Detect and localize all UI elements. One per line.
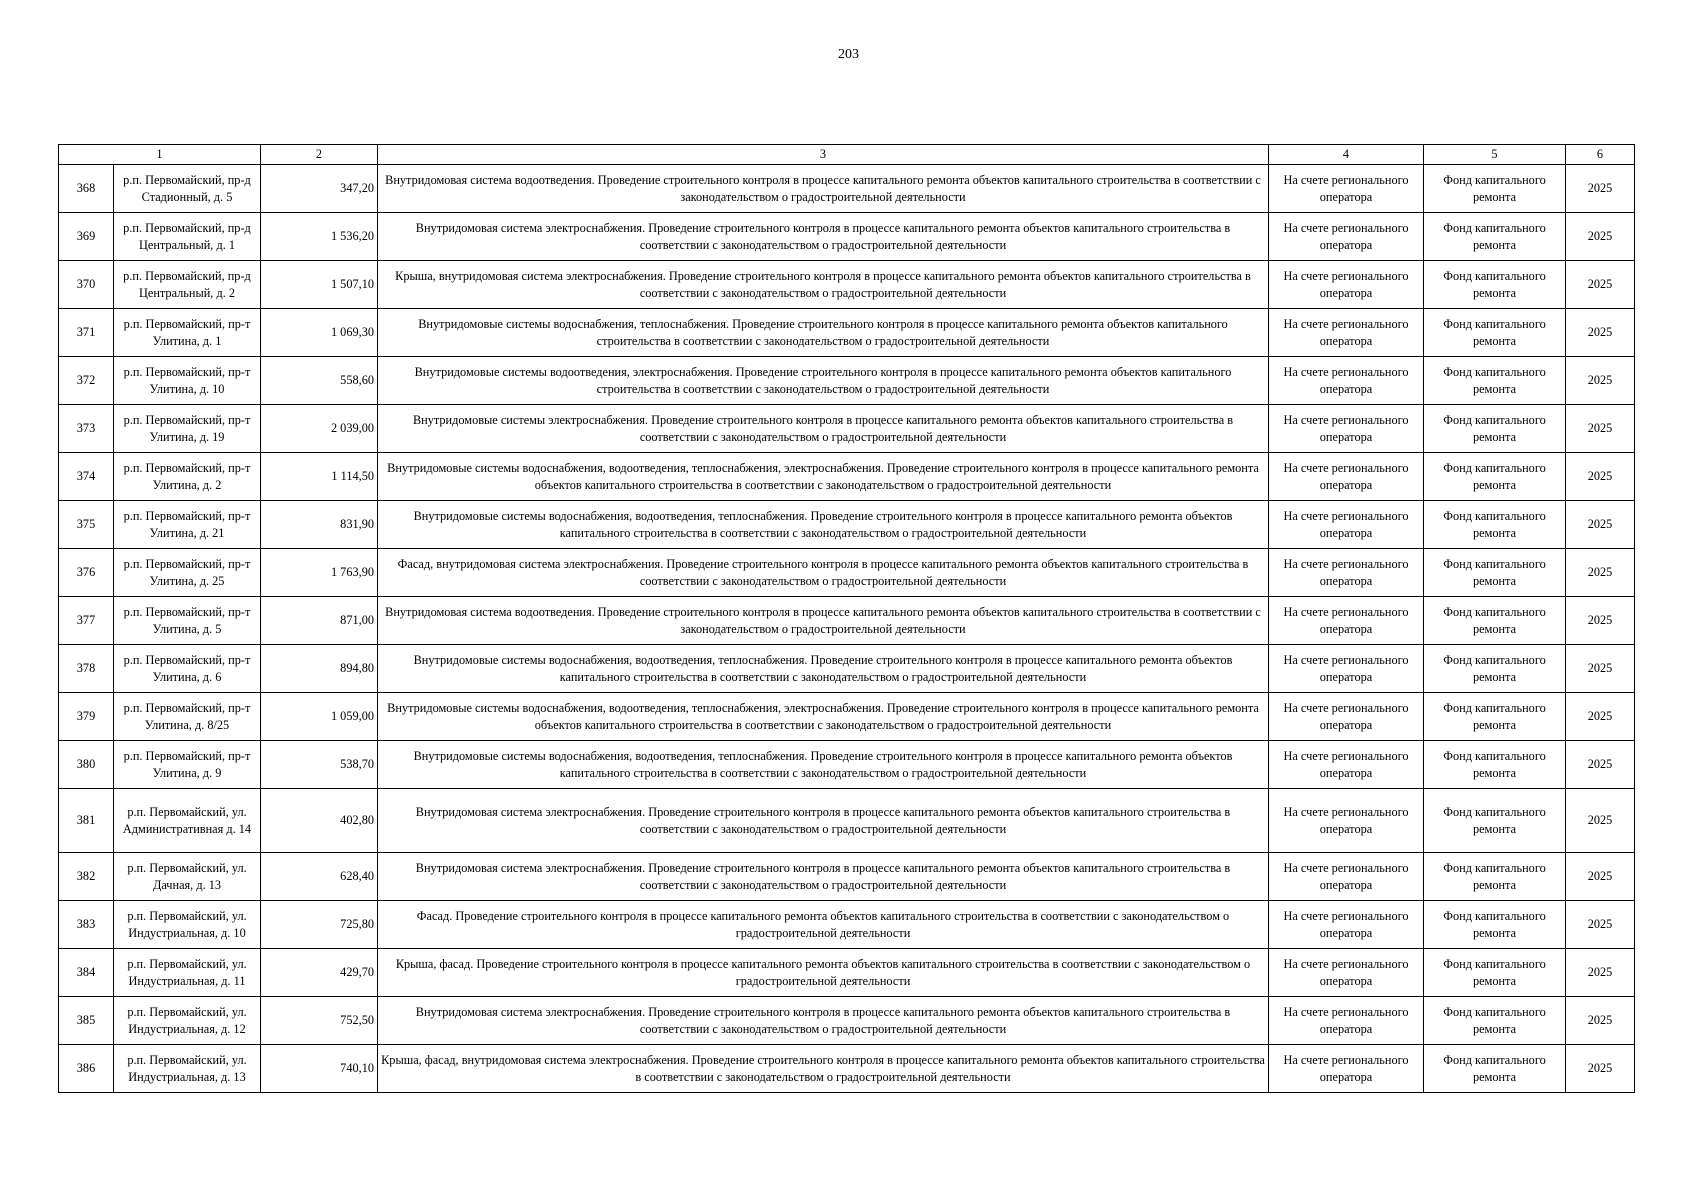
year-cell: 2025 [1566, 789, 1635, 853]
address-cell: р.п. Первомайский, пр-д Центральный, д. 1 [114, 213, 261, 261]
row-number-cell: 377 [59, 597, 114, 645]
row-number-cell: 382 [59, 853, 114, 901]
area-cell: 1 763,90 [261, 549, 378, 597]
account-method-cell: На счете регионального оператора [1269, 901, 1424, 949]
account-method-cell: На счете регионального оператора [1269, 853, 1424, 901]
row-number-cell: 373 [59, 405, 114, 453]
row-number-cell: 369 [59, 213, 114, 261]
header-col-2: 2 [261, 145, 378, 165]
year-cell: 2025 [1566, 213, 1635, 261]
header-col-4: 4 [1269, 145, 1424, 165]
row-number-cell: 380 [59, 741, 114, 789]
address-cell: р.п. Первомайский, пр-д Стадионный, д. 5 [114, 165, 261, 213]
funding-source-cell: Фонд капитального ремонта [1424, 453, 1566, 501]
account-method-cell: На счете регионального оператора [1269, 213, 1424, 261]
area-cell: 740,10 [261, 1045, 378, 1093]
table-row [59, 501, 1635, 549]
area-cell: 1 507,10 [261, 261, 378, 309]
funding-source-cell: Фонд капитального ремонта [1424, 501, 1566, 549]
works-description-cell: Крыша, фасад. Проведение строительного контроля в процессе капитального ремонта объектов капитального строительства в соответствии с законодательством о градостроительной деятельности [378, 949, 1269, 997]
table-row [59, 645, 1635, 693]
works-description-cell: Внутридомовые системы водоснабжения, водоотведения, теплоснабжения. Проведение строительного контроля в процессе капитального ремонта объектов капитального строительства в соответствии с законодательством о градостроительной деятельности [378, 501, 1269, 549]
area-cell: 1 536,20 [261, 213, 378, 261]
funding-source-cell: Фонд капитального ремонта [1424, 357, 1566, 405]
works-description-cell: Внутридомовая система водоотведения. Проведение строительного контроля в процессе капитального ремонта объектов капитального строительства в соответствии с законодательством о градостроительной деятельности [378, 165, 1269, 213]
works-description-cell: Крыша, внутридомовая система электроснабжения. Проведение строительного контроля в процессе капитального ремонта объектов капитального строительства в соответствии с законодательством о градостроительной деятельности [378, 261, 1269, 309]
area-cell: 1 059,00 [261, 693, 378, 741]
row-number-cell: 385 [59, 997, 114, 1045]
area-cell: 402,80 [261, 789, 378, 853]
page-number: 203 [838, 47, 859, 62]
works-description-cell: Внутридомовая система электроснабжения. Проведение строительного контроля в процессе капитального ремонта объектов капитального строительства в соответствии с законодательством о градостроительной деятельности [378, 997, 1269, 1045]
funding-source-cell: Фонд капитального ремонта [1424, 261, 1566, 309]
funding-source-cell: Фонд капитального ремонта [1424, 1045, 1566, 1093]
table-row [59, 853, 1635, 901]
account-method-cell: На счете регионального оператора [1269, 549, 1424, 597]
works-description-cell: Внутридомовые системы водоснабжения, водоотведения, теплоснабжения, электроснабжения. Проведение строительного контроля в процессе капитального ремонта объектов капитального строительства в соответствии с законодательством о градостроительной деятельности [378, 453, 1269, 501]
address-cell: р.п. Первомайский, пр-т Улитина, д. 1 [114, 309, 261, 357]
account-method-cell: На счете регионального оператора [1269, 741, 1424, 789]
account-method-cell: На счете регионального оператора [1269, 789, 1424, 853]
row-number-cell: 386 [59, 1045, 114, 1093]
funding-source-cell: Фонд капитального ремонта [1424, 901, 1566, 949]
area-cell: 2 039,00 [261, 405, 378, 453]
table-row [59, 597, 1635, 645]
address-cell: р.п. Первомайский, пр-т Улитина, д. 9 [114, 741, 261, 789]
row-number-cell: 368 [59, 165, 114, 213]
header-col-3: 3 [378, 145, 1269, 165]
table-row [59, 789, 1635, 853]
address-cell: р.п. Первомайский, пр-т Улитина, д. 19 [114, 405, 261, 453]
works-description-cell: Внутридомовые системы водоснабжения, теплоснабжения. Проведение строительного контроля в процессе капитального ремонта объектов капитального строительства в соответствии с законодательством о градостроительной деятельности [378, 309, 1269, 357]
area-cell: 538,70 [261, 741, 378, 789]
works-description-cell: Фасад, внутридомовая система электроснабжения. Проведение строительного контроля в процессе капитального ремонта объектов капитального строительства в соответствии с законодательством о градостроительной деятельности [378, 549, 1269, 597]
table-row [59, 213, 1635, 261]
header-col-1: 1 [59, 145, 261, 165]
address-cell: р.п. Первомайский, пр-т Улитина, д. 2 [114, 453, 261, 501]
table-row [59, 549, 1635, 597]
account-method-cell: На счете регионального оператора [1269, 405, 1424, 453]
address-cell: р.п. Первомайский, ул. Дачная, д. 13 [114, 853, 261, 901]
account-method-cell: На счете регионального оператора [1269, 597, 1424, 645]
area-cell: 347,20 [261, 165, 378, 213]
year-cell: 2025 [1566, 997, 1635, 1045]
year-cell: 2025 [1566, 549, 1635, 597]
row-number-cell: 383 [59, 901, 114, 949]
funding-source-cell: Фонд капитального ремонта [1424, 997, 1566, 1045]
area-cell: 558,60 [261, 357, 378, 405]
table-row [59, 453, 1635, 501]
works-description-cell: Внутридомовые системы водоотведения, электроснабжения. Проведение строительного контроля в процессе капитального ремонта объектов капитального строительства в соответствии с законодательством о градостроительной деятельности [378, 357, 1269, 405]
account-method-cell: На счете регионального оператора [1269, 949, 1424, 997]
area-cell: 831,90 [261, 501, 378, 549]
account-method-cell: На счете регионального оператора [1269, 1045, 1424, 1093]
year-cell: 2025 [1566, 453, 1635, 501]
account-method-cell: На счете регионального оператора [1269, 453, 1424, 501]
row-number-cell: 376 [59, 549, 114, 597]
area-cell: 429,70 [261, 949, 378, 997]
address-cell: р.п. Первомайский, пр-т Улитина, д. 8/25 [114, 693, 261, 741]
row-number-cell: 381 [59, 789, 114, 853]
works-description-cell: Внутридомовая система электроснабжения. Проведение строительного контроля в процессе капитального ремонта объектов капитального строительства в соответствии с законодательством о градостроительной деятельности [378, 853, 1269, 901]
works-description-cell: Внутридомовая система электроснабжения. Проведение строительного контроля в процессе капитального ремонта объектов капитального строительства в соответствии с законодательством о градостроительной деятельности [378, 789, 1269, 853]
account-method-cell: На счете регионального оператора [1269, 357, 1424, 405]
table-row [59, 901, 1635, 949]
row-number-cell: 372 [59, 357, 114, 405]
works-description-cell: Внутридомовые системы электроснабжения. Проведение строительного контроля в процессе капитального ремонта объектов капитального строительства в соответствии с законодательством о градостроительной деятельности [378, 405, 1269, 453]
funding-source-cell: Фонд капитального ремонта [1424, 789, 1566, 853]
funding-source-cell: Фонд капитального ремонта [1424, 741, 1566, 789]
table-row [59, 693, 1635, 741]
area-cell: 628,40 [261, 853, 378, 901]
table-row [59, 357, 1635, 405]
funding-source-cell: Фонд капитального ремонта [1424, 645, 1566, 693]
row-number-cell: 375 [59, 501, 114, 549]
table-row [59, 261, 1635, 309]
row-number-cell: 374 [59, 453, 114, 501]
funding-source-cell: Фонд капитального ремонта [1424, 309, 1566, 357]
funding-source-cell: Фонд капитального ремонта [1424, 693, 1566, 741]
row-number-cell: 370 [59, 261, 114, 309]
year-cell: 2025 [1566, 645, 1635, 693]
works-description-cell: Фасад. Проведение строительного контроля в процессе капитального ремонта объектов капитального строительства в соответствии с законодательством о градостроительной деятельности [378, 901, 1269, 949]
funding-source-cell: Фонд капитального ремонта [1424, 949, 1566, 997]
works-description-cell: Внутридомовые системы водоснабжения, водоотведения, теплоснабжения, электроснабжения. Проведение строительного контроля в процессе капитального ремонта объектов капитального строительства в соответствии с законодательством о градостроительной деятельности [378, 693, 1269, 741]
works-description-cell: Внутридомовые системы водоснабжения, водоотведения, теплоснабжения. Проведение строительного контроля в процессе капитального ремонта объектов капитального строительства в соответствии с законодательством о градостроительной деятельности [378, 645, 1269, 693]
funding-source-cell: Фонд капитального ремонта [1424, 549, 1566, 597]
works-description-cell: Внутридомовая система водоотведения. Проведение строительного контроля в процессе капитального ремонта объектов капитального строительства в соответствии с законодательством о градостроительной деятельности [378, 597, 1269, 645]
address-cell: р.п. Первомайский, ул. Административная д. 14 [114, 789, 261, 853]
year-cell: 2025 [1566, 693, 1635, 741]
account-method-cell: На счете регионального оператора [1269, 501, 1424, 549]
funding-source-cell: Фонд капитального ремонта [1424, 405, 1566, 453]
year-cell: 2025 [1566, 357, 1635, 405]
account-method-cell: На счете регионального оператора [1269, 997, 1424, 1045]
table-header [59, 145, 1635, 165]
account-method-cell: На счете регионального оператора [1269, 261, 1424, 309]
year-cell: 2025 [1566, 901, 1635, 949]
account-method-cell: На счете регионального оператора [1269, 309, 1424, 357]
table-row [59, 405, 1635, 453]
year-cell: 2025 [1566, 309, 1635, 357]
area-cell: 752,50 [261, 997, 378, 1045]
year-cell: 2025 [1566, 597, 1635, 645]
account-method-cell: На счете регионального оператора [1269, 165, 1424, 213]
address-cell: р.п. Первомайский, пр-т Улитина, д. 25 [114, 549, 261, 597]
header-col-6: 6 [1566, 145, 1635, 165]
year-cell: 2025 [1566, 405, 1635, 453]
table-body [59, 165, 1635, 1093]
address-cell: р.п. Первомайский, пр-т Улитина, д. 10 [114, 357, 261, 405]
address-cell: р.п. Первомайский, пр-т Улитина, д. 6 [114, 645, 261, 693]
table-row [59, 997, 1635, 1045]
works-description-cell: Крыша, фасад, внутридомовая система электроснабжения. Проведение строительного контроля в процессе капитального ремонта объектов капитального строительства в соответствии с законодательством о градостроительной деятельности [378, 1045, 1269, 1093]
area-cell: 1 114,50 [261, 453, 378, 501]
funding-source-cell: Фонд капитального ремонта [1424, 597, 1566, 645]
address-cell: р.п. Первомайский, ул. Индустриальная, д. 11 [114, 949, 261, 997]
year-cell: 2025 [1566, 949, 1635, 997]
row-number-cell: 378 [59, 645, 114, 693]
works-description-cell: Внутридомовые системы водоснабжения, водоотведения, теплоснабжения. Проведение строительного контроля в процессе капитального ремонта объектов капитального строительства в соответствии с законодательством о градостроительной деятельности [378, 741, 1269, 789]
row-number-cell: 379 [59, 693, 114, 741]
account-method-cell: На счете регионального оператора [1269, 645, 1424, 693]
year-cell: 2025 [1566, 1045, 1635, 1093]
area-cell: 725,80 [261, 901, 378, 949]
works-description-cell: Внутридомовая система электроснабжения. Проведение строительного контроля в процессе капитального ремонта объектов капитального строительства в соответствии с законодательством о градостроительной деятельности [378, 213, 1269, 261]
address-cell: р.п. Первомайский, ул. Индустриальная, д. 13 [114, 1045, 261, 1093]
address-cell: р.п. Первомайский, пр-д Центральный, д. 2 [114, 261, 261, 309]
funding-source-cell: Фонд капитального ремонта [1424, 165, 1566, 213]
table-row [59, 165, 1635, 213]
address-cell: р.п. Первомайский, ул. Индустриальная, д. 12 [114, 997, 261, 1045]
table-row [59, 949, 1635, 997]
address-cell: р.п. Первомайский, пр-т Улитина, д. 21 [114, 501, 261, 549]
area-cell: 1 069,30 [261, 309, 378, 357]
header-row [59, 145, 1635, 165]
year-cell: 2025 [1566, 501, 1635, 549]
table-row [59, 741, 1635, 789]
repair-register-table [58, 144, 1635, 1093]
account-method-cell: На счете регионального оператора [1269, 693, 1424, 741]
year-cell: 2025 [1566, 853, 1635, 901]
address-cell: р.п. Первомайский, ул. Индустриальная, д. 10 [114, 901, 261, 949]
row-number-cell: 384 [59, 949, 114, 997]
table-row [59, 1045, 1635, 1093]
funding-source-cell: Фонд капитального ремонта [1424, 213, 1566, 261]
area-cell: 894,80 [261, 645, 378, 693]
year-cell: 2025 [1566, 261, 1635, 309]
table-row [59, 309, 1635, 357]
area-cell: 871,00 [261, 597, 378, 645]
row-number-cell: 371 [59, 309, 114, 357]
address-cell: р.п. Первомайский, пр-т Улитина, д. 5 [114, 597, 261, 645]
funding-source-cell: Фонд капитального ремонта [1424, 853, 1566, 901]
year-cell: 2025 [1566, 741, 1635, 789]
year-cell: 2025 [1566, 165, 1635, 213]
header-col-5: 5 [1424, 145, 1566, 165]
